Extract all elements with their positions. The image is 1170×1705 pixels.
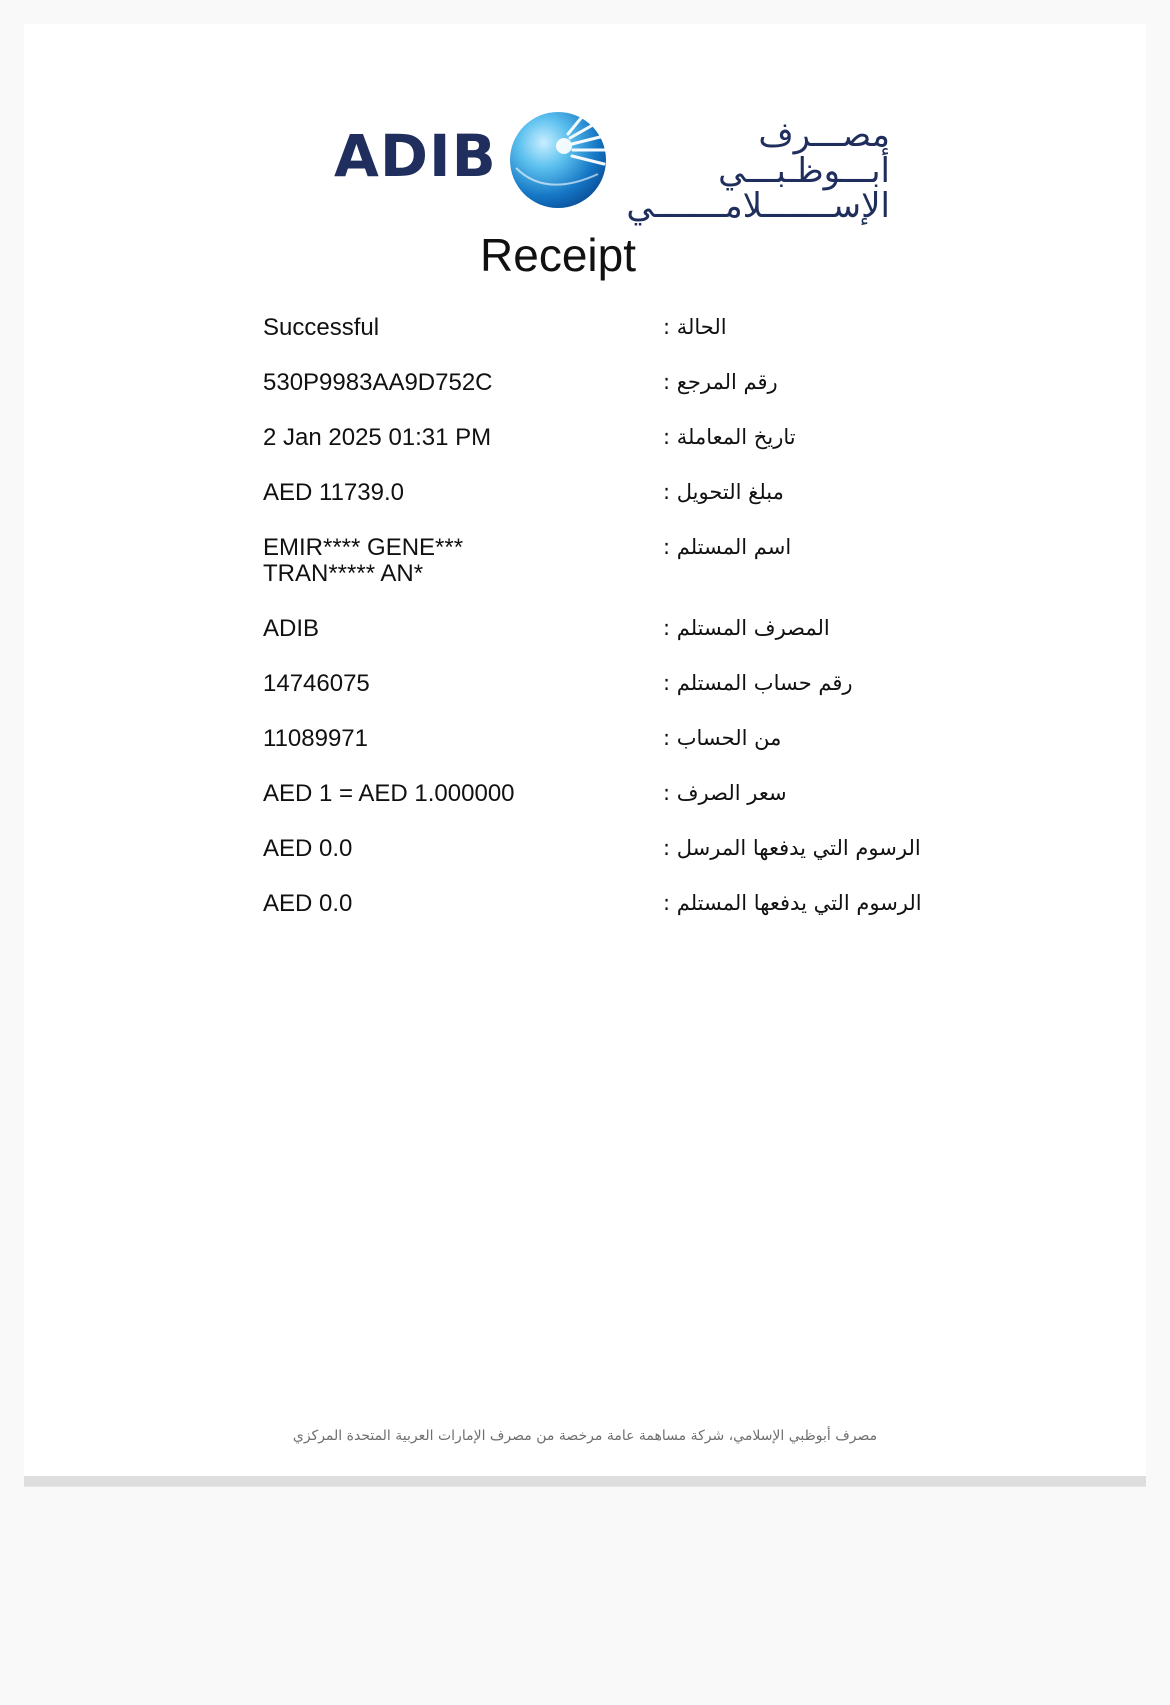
status-label: الحالة :: [663, 315, 727, 339]
footer-disclaimer: مصرف أبوظبي الإسلامي، شركة مساهمة عامة مرخصة من مصرف الإمارات العربية المتحدة المركزي: [292, 1428, 878, 1444]
beneficiary-fees-value: AED 0.0: [263, 890, 353, 917]
beneficiary-bank-value: ADIB: [263, 615, 320, 642]
page-title: [24, 228, 1146, 282]
adib-logo: [334, 102, 914, 227]
logo-arabic-line-1: مصـــرف أبـــوظـبـــي: [718, 115, 890, 191]
sender-fees-value: AED 0.0: [263, 835, 353, 862]
status-value: Successful: [263, 314, 380, 341]
logo-latin-text: ADIB: [334, 122, 497, 190]
beneficiary-bank-label: المصرف المستلم :: [663, 616, 830, 640]
beneficiary-name-value: [263, 535, 623, 587]
exchange-rate-label: سعر الصرف :: [663, 781, 787, 805]
transfer-amount-value: AED 11739.0: [263, 479, 404, 506]
beneficiary-name-label: اسم المستلم :: [663, 535, 792, 559]
page-title-text: Receipt: [480, 229, 636, 281]
beneficiary-account-value: 14746075: [263, 670, 370, 697]
receipt-sheet: [24, 24, 1146, 1486]
beneficiary-name-line-1: EMIR**** GENE***: [263, 534, 464, 561]
from-account-label: من الحساب :: [663, 726, 782, 750]
transaction-date-value: 2 Jan 2025 01:31 PM: [263, 424, 492, 451]
exchange-rate-value: AED 1 = AED 1.000000: [263, 780, 515, 807]
beneficiary-name-line-2: TRAN***** AN*: [263, 560, 424, 587]
sender-fees-label: الرسوم التي يدفعها المرسل :: [663, 836, 921, 860]
reference-number-label: رقم المرجع :: [663, 370, 778, 394]
logo-arabic-text: [626, 115, 890, 227]
transfer-amount-label: مبلغ التحويل :: [663, 480, 784, 504]
transaction-date-label: تاريخ المعاملة :: [663, 425, 796, 449]
reference-number-value: 530P9983AA9D752C: [263, 369, 493, 396]
beneficiary-account-label: رقم حساب المستلم :: [663, 671, 853, 695]
from-account-value: 11089971: [263, 725, 368, 752]
beneficiary-fees-label: الرسوم التي يدفعها المستلم :: [663, 891, 922, 915]
globe-icon: [506, 108, 610, 212]
logo-arabic-line-2: الإســـــــلامـــــــي: [626, 186, 890, 227]
